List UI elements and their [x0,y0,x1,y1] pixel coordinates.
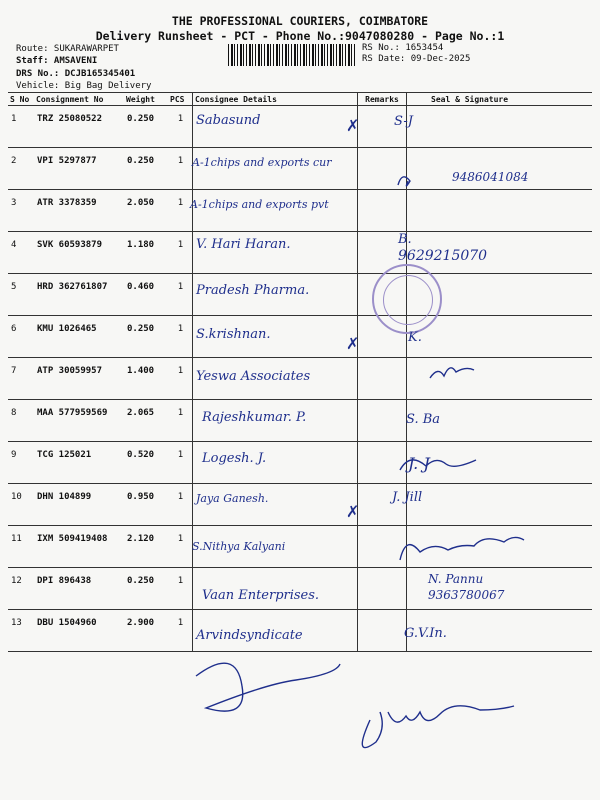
pcs-cell: 1 [168,358,193,400]
pcs-cell: 1 [168,232,193,274]
consignee-handwriting: S.Nithya Kalyani [192,540,286,553]
rs-date: RS Date: 09-Dec-2025 [362,54,471,64]
signature-handwriting: 9363780067 [428,588,505,602]
pcs-cell: 1 [168,442,193,484]
consignee-handwriting: Vaan Enterprises. [202,588,320,603]
remark-x-mark: ✗ [346,502,360,521]
signature-handwriting: 9629215070 [398,248,488,264]
sno-cell: 4 [8,232,34,274]
rs-number: RS No.: 1653454 [362,43,444,53]
drs-label: DRS No.: DCJB165345401 [16,69,136,79]
footer-signature-scribble [196,663,340,711]
weight-cell: 0.250 [124,316,168,358]
pcs-cell: 1 [168,610,193,652]
consignee-handwriting: S.krishnan. [196,327,271,342]
weight-cell: 0.460 [124,274,168,316]
signature-handwriting: 9486041084 [452,170,529,184]
signature-scribble [400,537,524,560]
col-sno: S No [8,93,34,106]
pcs-cell: 1 [168,400,193,442]
sno-cell: 6 [8,316,34,358]
pcs-cell: 1 [168,316,193,358]
signature-handwriting: N. Pannu [428,572,484,586]
signature-handwriting: B. [398,232,412,247]
weight-cell: 2.120 [124,526,168,568]
consignee-handwriting: A-1chips and exports pvt [190,198,329,211]
sno-cell: 9 [8,442,34,484]
consignee-handwriting: Yeswa Associates [196,369,311,384]
sno-cell: 7 [8,358,34,400]
footer-signature-scribble [362,706,514,748]
sno-cell: 13 [8,610,34,652]
pcs-cell: 1 [168,106,193,148]
runsheet-subtitle: Delivery Runsheet - PCT - Phone No.:9047080280 - Page No.:1 [95,29,505,43]
consignee-handwriting: A-1chips and exports cur [192,156,332,169]
consignee-handwriting: Jaya Ganesh. [196,492,269,505]
signature-handwriting: G.V.In. [404,626,447,641]
weight-cell: 0.250 [124,106,168,148]
weight-cell: 0.950 [124,484,168,526]
col-remarks: Remarks [358,93,407,106]
weight-cell: 1.180 [124,232,168,274]
remark-x-mark: ✗ [346,334,360,353]
pcs-cell: 1 [168,274,193,316]
signature-scribble [398,177,410,186]
weight-cell: 0.520 [124,442,168,484]
sno-cell: 3 [8,190,34,232]
consignment-cell: MAA 577959569 [34,400,124,442]
weight-cell: 2.050 [124,190,168,232]
sno-cell: 1 [8,106,34,148]
consignment-cell: ATP 30059957 [34,358,124,400]
consignment-cell: SVK 60593879 [34,232,124,274]
sno-cell: 8 [8,400,34,442]
consignment-cell: TRZ 25080522 [34,106,124,148]
signature-scribble [400,460,476,470]
consignment-cell: DPI 896438 [34,568,124,610]
sno-cell: 11 [8,526,34,568]
pcs-cell: 1 [168,190,193,232]
pcs-cell: 1 [168,568,193,610]
col-signature: Seal & Signature [407,93,593,106]
consignment-cell: IXM 509419408 [34,526,124,568]
remark-x-mark: ✗ [346,116,360,135]
sno-cell: 10 [8,484,34,526]
consignment-cell: HRD 362761807 [34,274,124,316]
weight-cell: 0.250 [124,148,168,190]
weight-cell: 1.400 [124,358,168,400]
weight-cell: 2.900 [124,610,168,652]
weight-cell: 0.250 [124,568,168,610]
consignment-cell: DBU 1504960 [34,610,124,652]
sno-cell: 5 [8,274,34,316]
signature-handwriting: K. [408,330,422,345]
pcs-cell: 1 [168,526,193,568]
consignee-handwriting: V. Hari Haran. [196,237,291,252]
signature-scribble [430,368,474,378]
staff-label: Staff: AMSAVENI [16,56,98,66]
signature-handwriting: S-J [394,114,413,129]
col-consignee: Consignee Details [193,93,358,106]
consignment-cell: ATR 3378359 [34,190,124,232]
consignment-cell: TCG 125021 [34,442,124,484]
route-label: Route: SUKARAWARPET [16,44,119,54]
col-weight: Weight [124,93,168,106]
col-pcs: PCS [168,93,193,106]
consignee-handwriting: Sabasund [196,113,261,128]
signature-handwriting: J. Jill [392,490,423,505]
signature-handwriting: S. Ba [406,412,441,427]
pcs-cell: 1 [168,148,193,190]
signature-handwriting: J. J [408,454,430,473]
consignee-handwriting: Arvindsyndicate [196,628,303,643]
col-consignment: Consignment No [34,93,124,106]
weight-cell: 2.065 [124,400,168,442]
vehicle-label: Vehicle: Big Bag Delivery [16,81,152,91]
pcs-cell: 1 [168,484,193,526]
consignee-handwriting: Pradesh Pharma. [196,283,310,298]
consignment-cell: KMU 1026465 [34,316,124,358]
consignment-cell: VPI 5297877 [34,148,124,190]
consignee-handwriting: Logesh. J. [202,451,267,466]
sno-cell: 12 [8,568,34,610]
company-title: THE PROFESSIONAL COURIERS, COIMBATORE [171,14,429,28]
consignment-cell: DHN 104899 [34,484,124,526]
sno-cell: 2 [8,148,34,190]
consignee-handwriting: Rajeshkumar. P. [202,410,307,425]
